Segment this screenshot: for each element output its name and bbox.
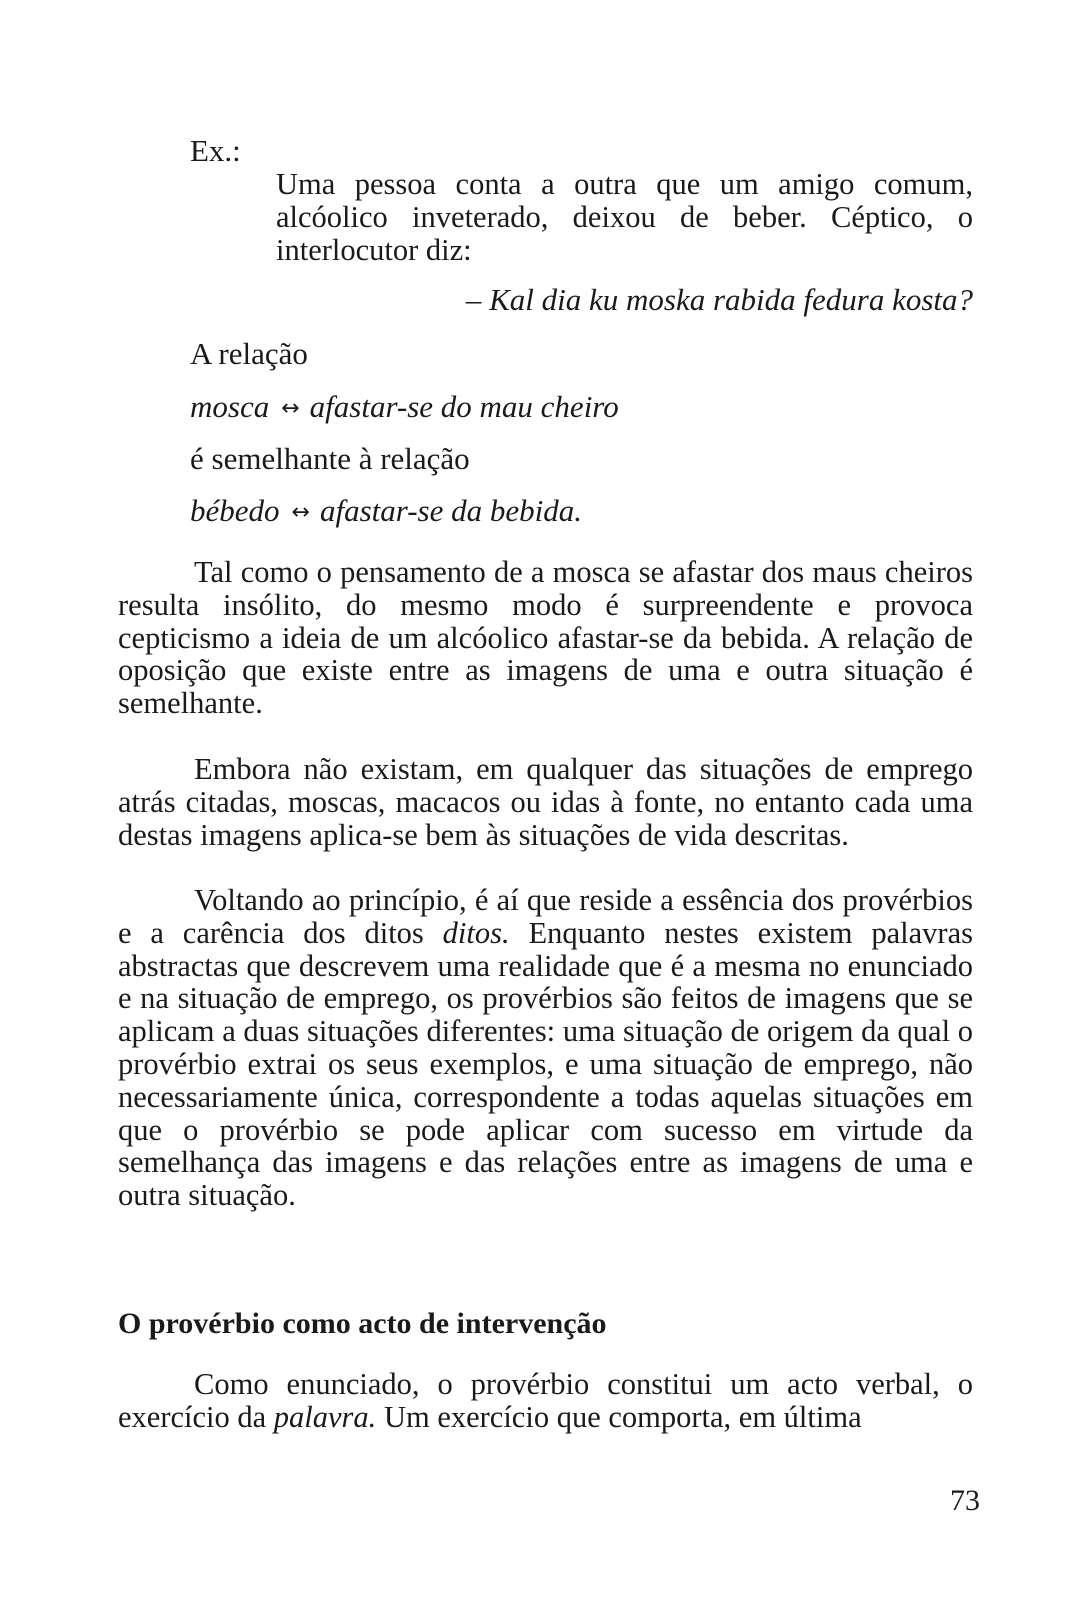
example-label: Ex.: [190,133,241,168]
section-paragraph-italic: palavra. [273,1399,377,1434]
example-narrative: Uma pessoa conta a outra que um amigo comum, alcóolico inveterado, deixou de beber. Céptico, o interlocutor diz: [276,167,973,267]
relation-term-mosca: mosca [190,389,270,424]
relation-middle: é semelhante à relação [190,441,470,476]
section-paragraph-end: Um exercício que comporta, em última [376,1399,862,1434]
relation-line-2 [190,494,582,531]
example-quote: – Kal dia ku moska rabida fedura kosta? [465,282,973,317]
paragraph-3-italic: ditos. [442,915,510,950]
relation-term-mau-cheiro: afastar-se do mau cheiro [309,389,619,424]
paragraph-3 [118,884,973,1212]
relation-term-bebida: afastar-se da bebida. [319,493,582,528]
relation-intro: A relação [190,336,308,371]
paragraph-3-end: Enquanto nestes existem palavras abstractas que descrevem uma realidade que é a mesma no enunciado e na situação de emprego, os provérbios são feitos de imagens que se aplicam a duas situações diferentes: uma situação de origem da qual o provérbio extrai os seus exemplos, e uma situação de emprego, não necessariamente única, correspondente a todas aquelas situações em que o provérbio se pode aplicar com sucesso em virtude da semelhança das imagens e das relações entre as imagens de uma e outra situação. [118,915,973,1213]
section-paragraph [118,1368,973,1434]
paragraph-1: Tal como o pensamento de a mosca se afastar dos maus cheiros resulta insólito, do mesmo modo é surpreendente e provoca cepticismo a ideia de um alcóolico afastar-se da bebida. A relação de oposição que existe entre as imagens de uma e outra situação é semelhante. [118,555,973,721]
relation-term-bebedo: bébedo [190,493,280,528]
double-arrow-icon: ↔ [291,500,310,525]
double-arrow-icon: ↔ [281,396,300,421]
relation-line-1 [190,390,619,427]
section-heading: O provérbio como acto de intervenção [118,1307,607,1340]
page-number: 73 [950,1484,980,1517]
section-paragraph-start: Como enunciado, o provérbio constitui um acto verbal, o exercício da [118,1367,973,1434]
paragraph-3-start: Voltando ao princípio, é aí que reside a essência dos provérbios e a carência dos ditos [118,883,973,950]
paragraph-2: Embora não existam, em qualquer das situações de emprego atrás citadas, moscas, macacos ou idas à fonte, no entanto cada uma destas imagens aplica-se bem às situações de vida descritas. [118,752,973,852]
